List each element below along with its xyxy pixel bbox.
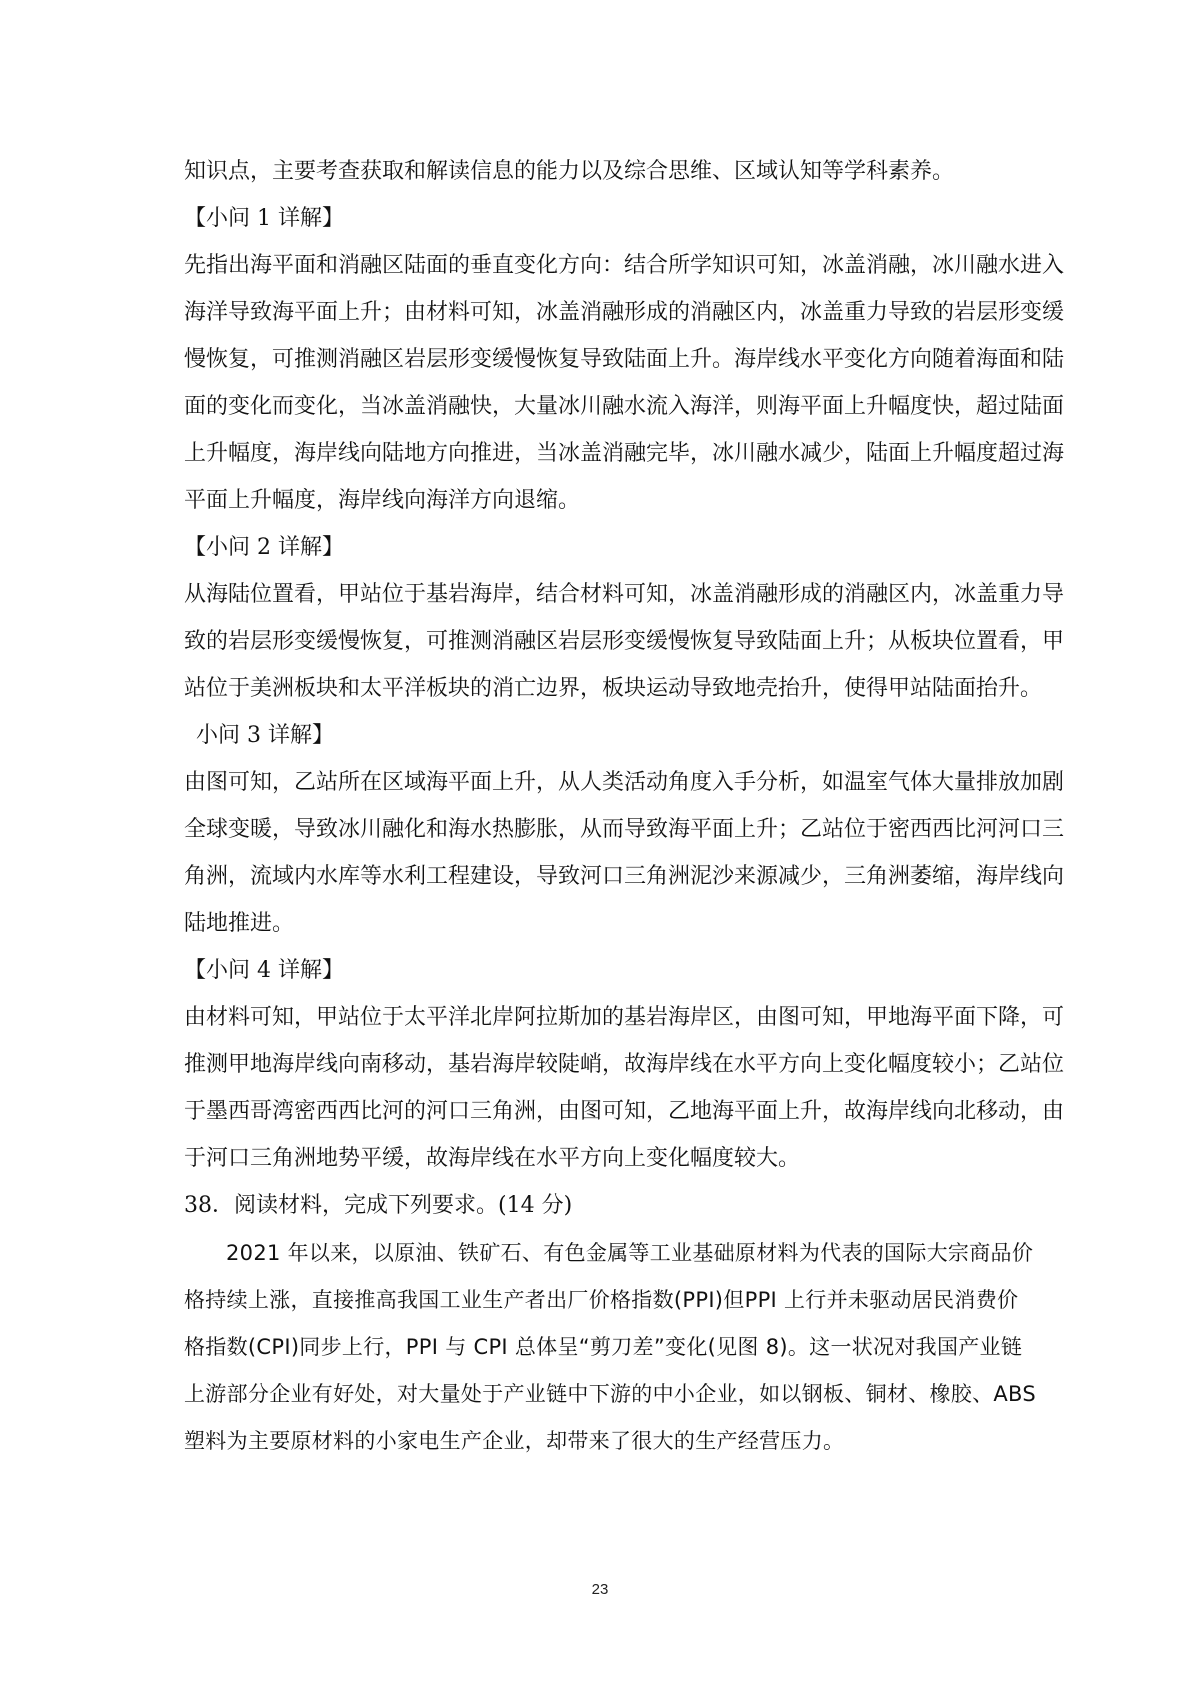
question-title: 38．阅读材料，完成下列要求。(14 分) — [184, 1193, 573, 1218]
section-heading: 【小问 1 详解】 — [184, 206, 344, 231]
text-line: 由材料可知，甲站位于太平洋北岸阿拉斯加的基岩海岸区，由图可知，甲地海平面下降，可 — [184, 1005, 1065, 1030]
text-line: 海洋导致海平面上升；由材料可知，冰盖消融形成的消融区内，冰盖重力导致的岩层形变缓 — [184, 300, 1065, 325]
text-line: 陆地推进。 — [184, 911, 295, 936]
text-line: 全球变暖，导致冰川融化和海水热膨胀，从而导致海平面上升；乙站位于密西西比河河口三 — [184, 817, 1065, 842]
text-line: 面的变化而变化，当冰盖消融快，大量冰川融水流入海洋，则海平面上升幅度快，超过陆面 — [184, 394, 1065, 419]
text-line: 由图可知，乙站所在区域海平面上升，从人类活动角度入手分析，如温室气体大量排放加剧 — [184, 770, 1065, 795]
material-text-line: 塑料为主要原材料的小家电生产企业，却带来了很大的生产经营压力。 — [184, 1429, 845, 1453]
text-line: 于墨西哥湾密西西比河的河口三角洲，由图可知，乙地海平面上升，故海岸线向北移动，由 — [184, 1099, 1065, 1124]
material-text-line: 上游部分企业有好处，对大量处于产业链中下游的中小企业，如以钢板、铜材、橡胶、ABS — [184, 1382, 1037, 1406]
material-text-line: 2021 年以来，以原油、铁矿石、有色金属等工业基础原材料为代表的国际大宗商品价 — [226, 1241, 1034, 1265]
text-line: 上升幅度，海岸线向陆地方向推进，当冰盖消融完毕，冰川融水减少，陆面上升幅度超过海 — [184, 441, 1065, 466]
section-heading: 小问 3 详解】 — [196, 723, 334, 748]
text-line: 慢恢复，可推测消融区岩层形变缓慢恢复导致陆面上升。海岸线水平变化方向随着海面和陆 — [184, 347, 1065, 372]
section-heading: 【小问 2 详解】 — [184, 535, 344, 560]
material-text-line: 格持续上涨，直接推高我国工业生产者出厂价格指数(PPI)但PPI 上行并未驱动居民消费价 — [184, 1288, 1019, 1312]
text-line: 站位于美洲板块和太平洋板块的消亡边界，板块运动导致地壳抬升，使得甲站陆面抬升。 — [184, 676, 1043, 701]
section-heading: 【小问 4 详解】 — [184, 958, 344, 983]
text-line: 从海陆位置看，甲站位于基岩海岸，结合材料可知，冰盖消融形成的消融区内，冰盖重力导 — [184, 582, 1065, 607]
text-line: 知识点，主要考查获取和解读信息的能力以及综合思维、区域认知等学科素养。 — [184, 159, 955, 184]
page-number: 23 — [591, 1581, 609, 1598]
text-line: 于河口三角洲地势平缓，故海岸线在水平方向上变化幅度较大。 — [184, 1146, 801, 1171]
material-text-line: 格指数(CPI)同步上行，PPI 与 CPI 总体呈“剪刀差”变化(见图 8)。这一状况对我国产业链 — [184, 1335, 1023, 1359]
text-line: 平面上升幅度，海岸线向海洋方向退缩。 — [184, 488, 581, 513]
text-line: 先指出海平面和消融区陆面的垂直变化方向：结合所学知识可知，冰盖消融，冰川融水进入 — [184, 253, 1065, 278]
text-line: 推测甲地海岸线向南移动，基岩海岸较陡峭，故海岸线在水平方向上变化幅度较小；乙站位 — [184, 1052, 1065, 1077]
text-line: 角洲，流域内水库等水利工程建设，导致河口三角洲泥沙来源减少，三角洲萎缩，海岸线向 — [184, 864, 1065, 889]
text-line: 致的岩层形变缓慢恢复，可推测消融区岩层形变缓慢恢复导致陆面上升；从板块位置看，甲 — [184, 629, 1065, 654]
